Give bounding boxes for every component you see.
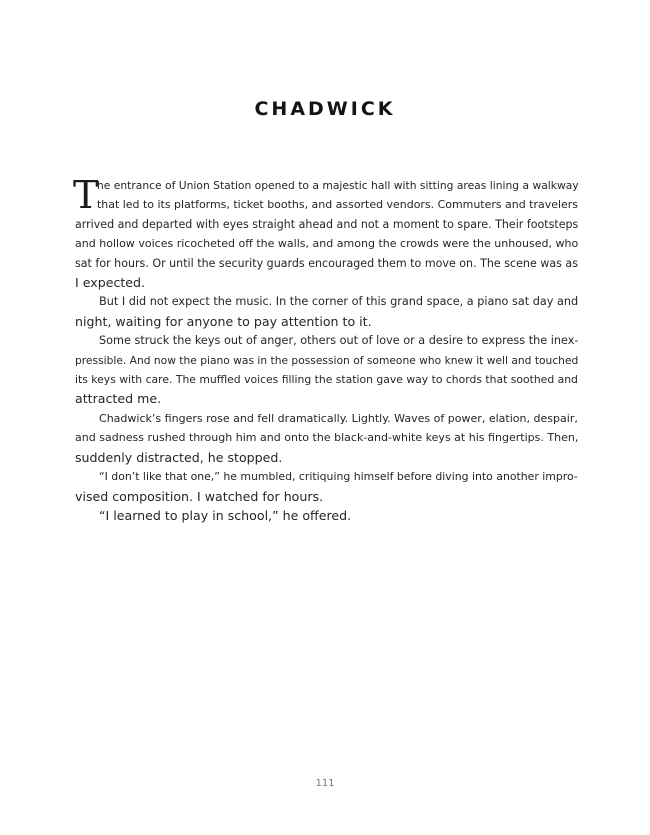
text-line: But I did not expect the music. In the corner of this grand space, a piano sat day and [99, 295, 579, 309]
text-line: arrived and departed with eyes straight ahead and not a moment to spare. Their footsteps [75, 217, 579, 231]
paragraph-6 [75, 506, 581, 525]
text-line: suddenly distracted, he stopped. [75, 449, 283, 465]
text-line: and hollow voices ricocheted off the walls, and among the crowds were the unhoused, who [75, 237, 579, 251]
text-line: sat for hours. Or until the security guards encouraged them to move on. The scene was as [75, 256, 578, 270]
text-line: that led to its platforms, ticket booths, and assorted vendors. Commuters and travelers [97, 198, 578, 212]
text-line: and sadness rushed through him and onto the black-and-white keys at his fingertips. Then, [75, 431, 579, 445]
text-line: vised composition. I watched for hours. [75, 488, 324, 504]
chapter-title: CHADWICK [254, 98, 396, 120]
paragraph-2 [75, 292, 581, 331]
text-line: Some struck the keys out of anger, others out of love or a desire to express the inex- [99, 334, 579, 348]
chapter-body [73, 173, 581, 525]
drop-cap: T [73, 173, 99, 217]
text-line: Chadwick’s fingers rose and fell dramatically. Lightly. Waves of power, elation, despair, [99, 411, 578, 425]
page-number: 111 [315, 778, 335, 789]
text-line: he entrance of Union Station opened to a majestic hall with sitting areas lining a walkway [97, 179, 579, 192]
text-line: pressible. And now the piano was in the possession of someone who knew it well and touched [75, 353, 579, 367]
paragraph-4 [75, 409, 581, 467]
text-line: night, waiting for anyone to pay attention to it. [75, 313, 372, 329]
text-line: its keys with care. The muffled voices filling the station gave way to chords that soothed and [75, 373, 578, 387]
text-line: attracted me. [75, 391, 162, 407]
paragraph-3 [75, 331, 581, 409]
text-line: “I learned to play in school,” he offered. [99, 507, 352, 523]
text-line: I expected. [75, 275, 146, 291]
paragraph-5 [75, 467, 581, 506]
text-line: “I don’t like that one,” he mumbled, critiquing himself before diving into another impro- [99, 470, 578, 484]
paragraph-1 [73, 173, 581, 292]
